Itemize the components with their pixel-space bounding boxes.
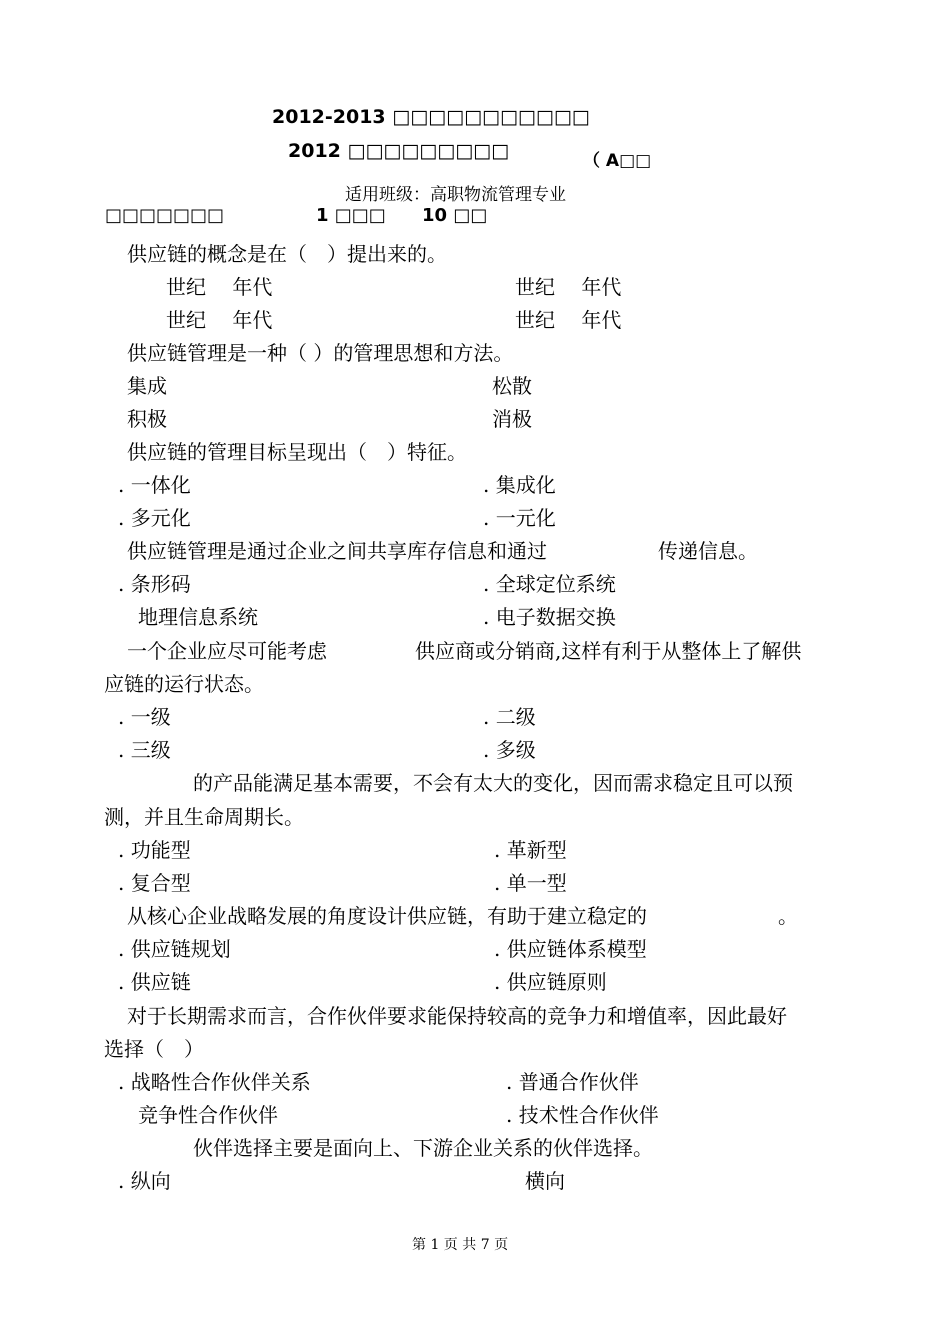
question-5-option-b: . 二级 bbox=[483, 705, 536, 729]
question-9-option-b: 横向 bbox=[525, 1169, 565, 1193]
question-8-stem-part-2: 选择（ ） bbox=[104, 1037, 204, 1061]
question-6-option-d: . 单一型 bbox=[494, 871, 567, 895]
question-4-option-c: 地理信息系统 bbox=[138, 605, 258, 629]
question-4-option-b: . 全球定位系统 bbox=[483, 572, 616, 596]
question-5-option-c: . 三级 bbox=[118, 738, 171, 762]
question-7-stem-part-1: 从核心企业战略发展的角度设计供应链，有助于建立稳定的 bbox=[127, 904, 647, 928]
question-3-option-c: . 多元化 bbox=[118, 506, 191, 530]
question-1-option-c: 世纪 年代 bbox=[166, 308, 273, 332]
question-3-option-d: . 一元化 bbox=[483, 506, 556, 530]
applicable-class: 适用班级：高职物流管理专业 bbox=[345, 185, 566, 205]
question-1-option-d: 世纪 年代 bbox=[515, 308, 622, 332]
question-8-option-c: 竞争性合作伙伴 bbox=[138, 1103, 278, 1127]
question-7-option-b: . 供应链体系模型 bbox=[494, 937, 647, 961]
question-2-option-a: 集成 bbox=[127, 374, 167, 398]
question-2-option-b: 松散 bbox=[492, 374, 532, 398]
question-6-option-a: . 功能型 bbox=[118, 838, 191, 862]
question-2-option-c: 积极 bbox=[127, 407, 167, 431]
question-8-option-d: . 技术性合作伙伴 bbox=[506, 1103, 659, 1127]
question-4-stem-part-1: 供应链管理是通过企业之间共享库存信息和通过 bbox=[127, 539, 547, 563]
question-8-stem-part-1: 对于长期需求而言，合作伙伴要求能保持较高的竞争力和增值率，因此最好 bbox=[127, 1004, 787, 1028]
question-5-stem-part-2: 供应商或分销商,这样有利于从整体上了解供 bbox=[415, 639, 802, 663]
question-9-option-a: . 纵向 bbox=[118, 1169, 171, 1193]
question-5-option-a: . 一级 bbox=[118, 705, 171, 729]
question-6-option-b: . 革新型 bbox=[494, 838, 567, 862]
question-8-option-a: . 战略性合作伙伴关系 bbox=[118, 1070, 311, 1094]
question-9-stem: 伙伴选择主要是面向上、下游企业关系的伙伴选择。 bbox=[193, 1136, 653, 1160]
question-3-option-b: . 集成化 bbox=[483, 473, 556, 497]
question-1-stem: 供应链的概念是在（ ）提出来的。 bbox=[127, 242, 447, 266]
question-3-option-a: . 一体化 bbox=[118, 473, 191, 497]
title-line-1: 2012-2013 □□□□□□□□□□□ bbox=[272, 106, 590, 128]
question-5-option-d: . 多级 bbox=[483, 738, 536, 762]
question-7-option-a: . 供应链规划 bbox=[118, 937, 231, 961]
question-7-option-d: . 供应链原则 bbox=[494, 970, 607, 994]
question-7-stem-part-2: 。 bbox=[778, 904, 798, 928]
question-1-option-b: 世纪 年代 bbox=[515, 275, 622, 299]
question-6-option-c: . 复合型 bbox=[118, 871, 191, 895]
question-2-option-d: 消极 bbox=[492, 407, 532, 431]
question-2-stem: 供应链管理是一种（ ）的管理思想和方法。 bbox=[127, 341, 514, 365]
question-4-option-d: . 电子数据交换 bbox=[483, 605, 616, 629]
question-7-option-c: . 供应链 bbox=[118, 970, 191, 994]
question-6-stem-part-2: 测，并且生命周期长。 bbox=[104, 805, 304, 829]
section-heading-right: 10 □□ bbox=[422, 205, 488, 226]
paper-type-label: （ A□□ bbox=[583, 151, 652, 171]
question-4-option-a: . 条形码 bbox=[118, 572, 191, 596]
question-4-stem-part-2: 传递信息。 bbox=[658, 539, 758, 563]
question-3-stem: 供应链的管理目标呈现出（ ）特征。 bbox=[127, 440, 467, 464]
section-heading-mid: 1 □□□ bbox=[316, 205, 386, 226]
question-8-option-b: . 普通合作伙伴 bbox=[506, 1070, 639, 1094]
page-number-footer: 第 1 页 共 7 页 bbox=[412, 1237, 509, 1253]
question-5-stem-part-1: 一个企业应尽可能考虑 bbox=[127, 639, 327, 663]
question-5-stem-part-3: 应链的运行状态。 bbox=[104, 672, 264, 696]
section-heading-left: □□□□□□□ bbox=[105, 205, 225, 226]
title-line-2: 2012 □□□□□□□□□ bbox=[288, 140, 510, 162]
question-1-option-a: 世纪 年代 bbox=[166, 275, 273, 299]
question-6-stem-part-1: 的产品能满足基本需要，不会有太大的变化，因而需求稳定且可以预 bbox=[193, 771, 793, 795]
